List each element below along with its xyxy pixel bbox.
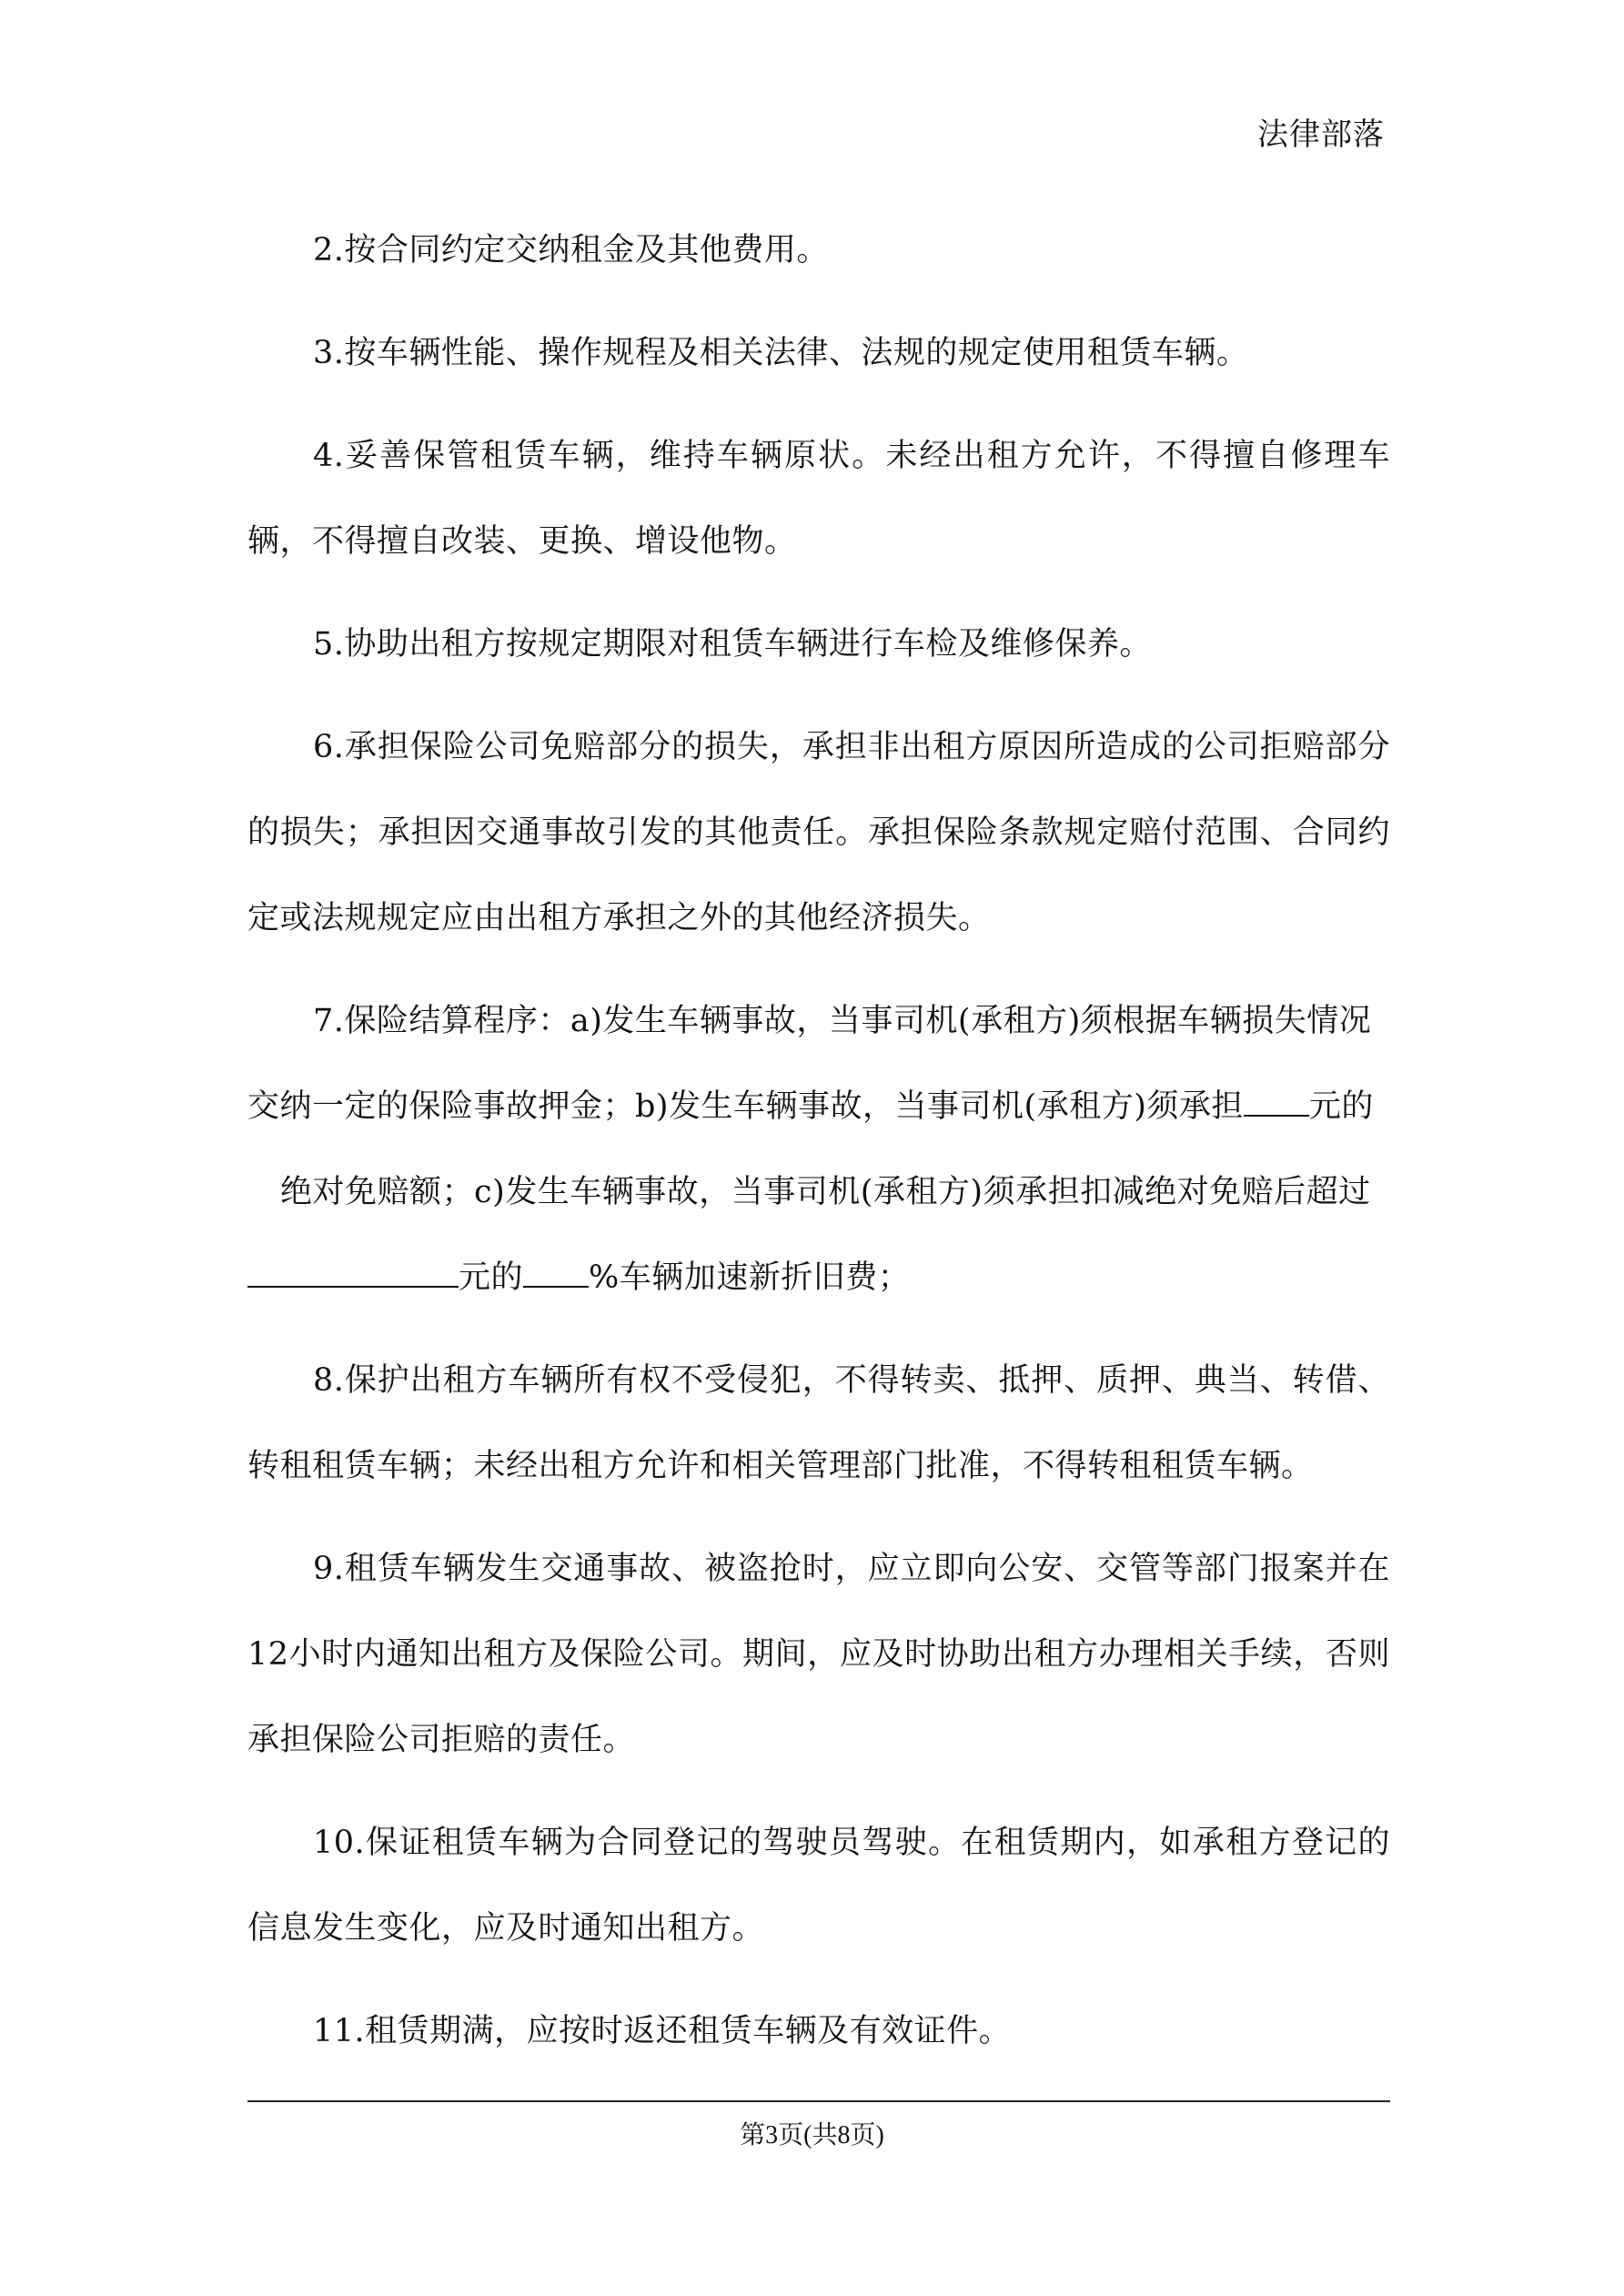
clause-7-line-4-text: %车辆加速新折旧费； <box>589 1259 911 1296</box>
clause-7-line-1: 7.保险结算程序：a)发生车辆事故，当事司机(承租方)须根据车辆损失情况 <box>313 1003 1372 1039</box>
deductible-amount-blank[interactable] <box>1244 1087 1309 1117</box>
depreciation-percent-blank[interactable] <box>523 1259 589 1288</box>
clause-7-line-2-text: 交纳一定的保险事故押金；b)发生车辆事故，当事司机(承租方)须承担 <box>247 1088 1244 1125</box>
clause-3: 3.按车辆性能、操作规程及相关法律、法规的规定使用租赁车辆。 <box>313 335 1249 371</box>
clause-7 <box>247 978 1390 1320</box>
clause-7-line-2 <box>247 1064 1390 1149</box>
clause-7-line-4 <box>247 1235 1390 1320</box>
header-brand: 法律部落 <box>1257 116 1385 153</box>
clause-5: 5.协助出租方按规定期限对租赁车辆进行车检及维修保养。 <box>313 626 1152 663</box>
footer-divider <box>247 2100 1390 2102</box>
clause-7-line-2-unit: 元的 <box>1308 1088 1374 1125</box>
clause-6: 6.承担保险公司免赔部分的损失，承担非出租方原因所造成的公司拒赔部分的损失；承担因交通事故引发的其他责任。承担保险条款规定赔付范围、合同约定或法规规定应由出租方承担之外的其他经济损失。 <box>247 729 1390 936</box>
page-number: 第3页(共8页) <box>740 2121 884 2149</box>
clause-4: 4.妥善保管租赁车辆，维持车辆原状。未经出租方允许，不得擅自修理车辆，不得擅自改装、更换、增设他物。 <box>247 438 1390 560</box>
clause-7-line-4-unit: 元的 <box>459 1259 524 1296</box>
clause-8: 8.保护出租方车辆所有权不受侵犯，不得转卖、抵押、质押、典当、转借、转租租赁车辆；未经出租方允许和相关管理部门批准，不得转租租赁车辆。 <box>247 1362 1390 1484</box>
clause-7-line-3: 绝对免赔额；c)发生车辆事故，当事司机(承租方)须承担扣减绝对免赔后超过 <box>280 1174 1371 1210</box>
clause-9: 9.租赁车辆发生交通事故、被盗抢时，应立即向公安、交管等部门报案并在12小时内通知出租方及保险公司。期间，应及时协助出租方办理相关手续，否则承担保险公司拒赔的责任。 <box>247 1551 1390 1758</box>
document-body <box>247 207 1390 2074</box>
clause-10: 10.保证租赁车辆为合同登记的驾驶员驾驶。在租赁期内，如承租方登记的信息发生变化，应及时通知出租方。 <box>247 1825 1390 1947</box>
clause-11: 11.租赁期满，应按时返还租赁车辆及有效证件。 <box>313 2013 1012 2049</box>
clause-2: 2.按合同约定交纳租金及其他费用。 <box>313 232 829 268</box>
excess-amount-blank[interactable] <box>247 1259 459 1288</box>
